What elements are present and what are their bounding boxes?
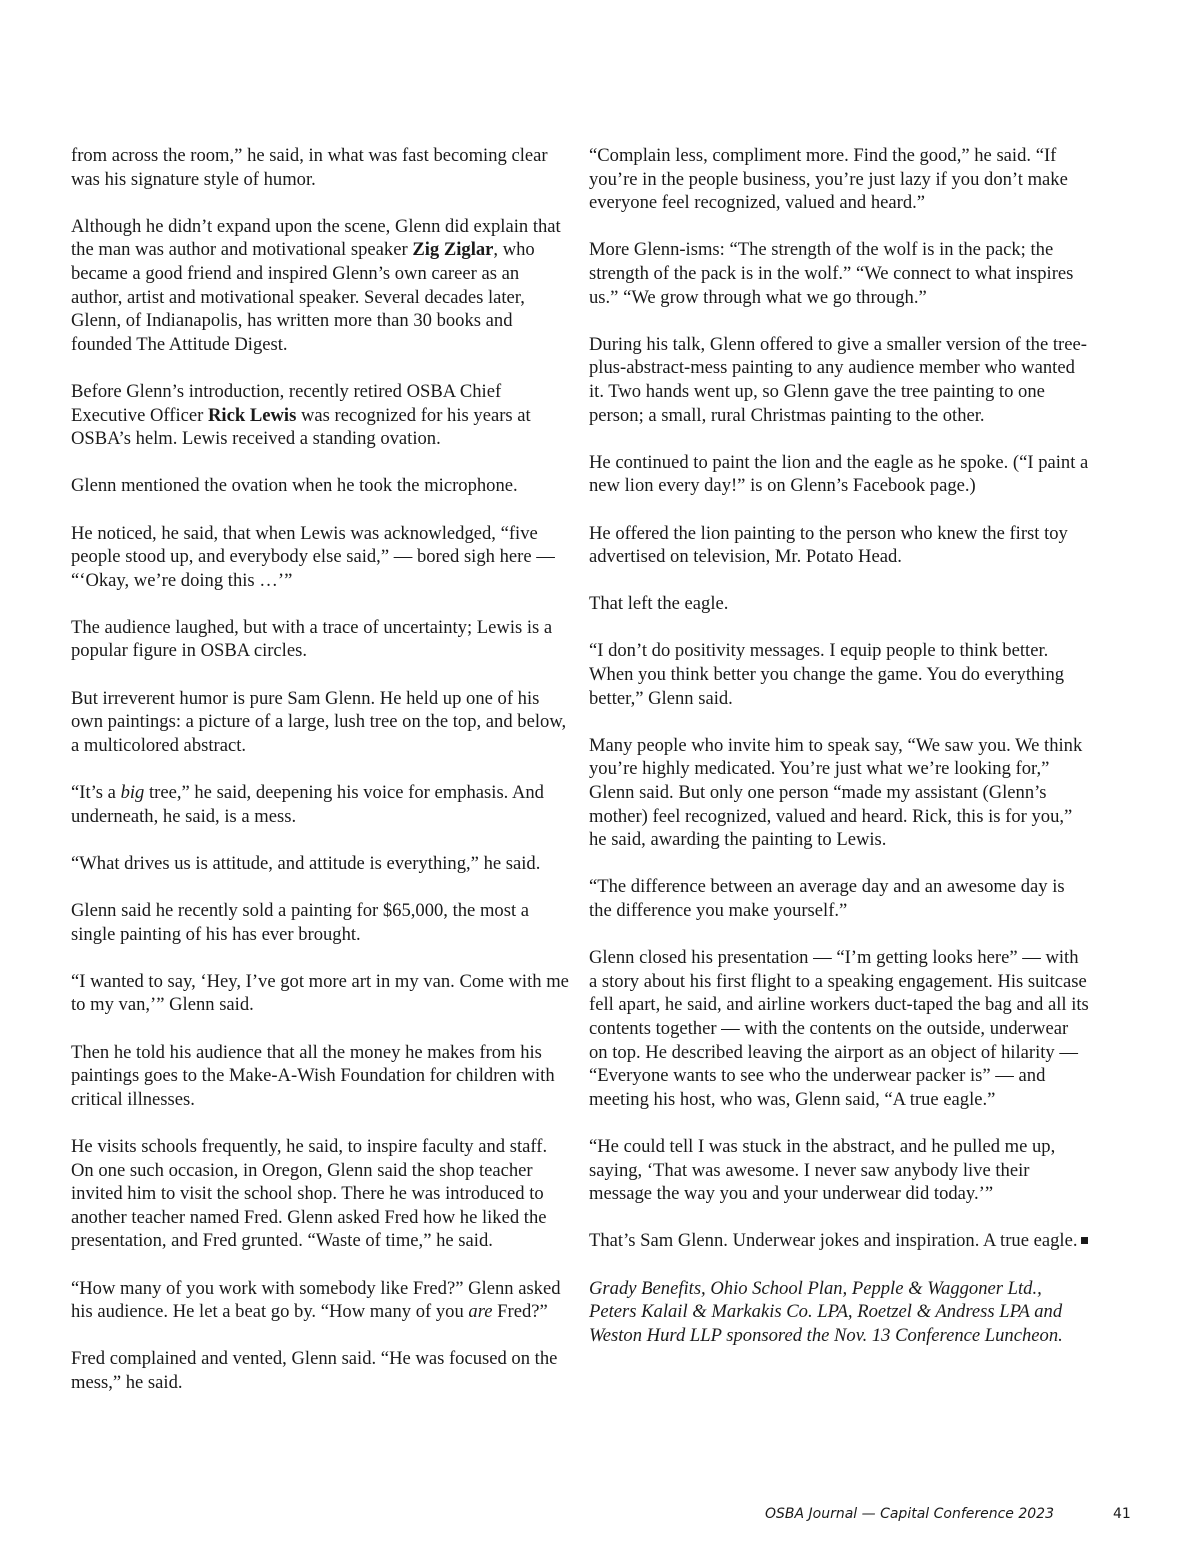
footer-publication-title: OSBA Journal — Capital Conference 2023 [764, 1506, 1054, 1522]
paragraph-text: He noticed, he said, that when Lewis was acknowledged, “five people stood up, and everybody else said,” — bored sigh here — “‘Okay, we’re doing this …’” [71, 522, 555, 591]
paragraph-text: That left the eagle. [589, 593, 729, 615]
article-paragraph [71, 474, 571, 498]
article-column-right [589, 144, 1089, 1371]
paragraph-text: “The difference between an average day and an awesome day is the difference you make yourself.” [589, 876, 1065, 921]
paragraph-text: , who became a good friend and inspired Glenn’s own career as an author, artist and motivational speaker. Several decades later, Glenn, of Indianapolis, has written more than 30 books and founded The Attitude Digest. [71, 239, 535, 355]
paragraph-text: “What drives us is attitude, and attitude is everything,” he said. [71, 852, 541, 874]
italic-emphasis: big [120, 782, 145, 804]
bold-name: Rick Lewis [207, 404, 297, 426]
paragraph-text: “Complain less, compliment more. Find the good,” he said. “If you’re in the people business, you’re just lazy if you don’t make everyone feel recognized, valued and heard.” [589, 145, 1068, 214]
article-paragraph [71, 616, 571, 663]
paragraph-text: But irreverent humor is pure Sam Glenn. He held up one of his own paintings: a picture of a large, lush tree on the top, and below, a multicolored abstract. [71, 687, 567, 756]
article-paragraph [71, 970, 571, 1017]
article-paragraphs-right [589, 144, 1089, 1253]
end-of-article-mark [1081, 1237, 1088, 1244]
article-column-left [71, 144, 571, 1418]
paragraph-text: “It’s a [71, 782, 121, 804]
article-paragraph [71, 144, 571, 191]
paragraph-text: Glenn said he recently sold a painting for $65,000, the most a single painting of his has ever brought. [71, 900, 530, 945]
paragraph-text: Glenn mentioned the ovation when he took the microphone. [71, 475, 518, 497]
paragraph-text: from across the room,” he said, in what was fast becoming clear was his signature style of humor. [71, 145, 548, 190]
paragraph-text: Before Glenn’s introduction, recently retired OSBA Chief Executive Officer [71, 380, 502, 426]
paragraph-text: Fred complained and vented, Glenn said. “He was focused on the mess,” he said. [71, 1348, 558, 1393]
paragraph-text: During his talk, Glenn offered to give a smaller version of the tree-plus-abstract-mess painting to any audience member who wanted it. Two hands went up, so Glenn gave the tree painting to one person; a small, rural Christmas painting to the other. [589, 333, 1087, 426]
bold-name: Zig Ziglar [412, 239, 494, 261]
italic-emphasis: are [468, 1301, 493, 1323]
paragraph-text: tree,” he said, deepening his voice for emphasis. And underneath, he said, is a mess. [71, 782, 544, 827]
paragraph-text: Glenn closed his presentation — “I’m getting looks here” — with a story about his first flight to a speaking engagement. His suitcase fell apart, he said, and airline workers duct-taped the bag and all its contents together — with the contents on the outside, underwear on top. He described leaving the airport as an object of hilarity — “Everyone wants to see who the underwear packer is” — and meeting his host, who was, Glenn said, “A true eagle.” [589, 947, 1089, 1110]
article-paragraph [71, 899, 571, 946]
article-paragraph [589, 875, 1089, 922]
article-paragraph [71, 852, 571, 876]
article-paragraph [589, 333, 1089, 427]
paragraph-text: That’s Sam Glenn. Underwear jokes and inspiration. A true eagle. [589, 1230, 1078, 1252]
paragraph-text: He continued to paint the lion and the eagle as he spoke. (“I paint a new lion every day!” is on Glenn’s Facebook page.) [589, 451, 1089, 497]
paragraph-text: “How many of you work with somebody like Fred?” Glenn asked his audience. He let a beat go by. “How many of you [71, 1277, 561, 1323]
paragraph-text: Although he didn’t expand upon the scene, Glenn did explain that the man was author and motivational speaker [71, 215, 561, 261]
article-paragraph [71, 1135, 571, 1253]
paragraph-text: Then he told his audience that all the money he makes from his paintings goes to the Make-A-Wish Foundation for children with critical illnesses. [71, 1041, 555, 1110]
paragraph-text: “He could tell I was stuck in the abstract, and he pulled me up, saying, ‘That was awesome. I never saw anybody live their message the way you and your underwear did today.’” [589, 1135, 1056, 1205]
paragraph-text: Many people who invite him to speak say, “We saw you. We think you’re highly medicated. You’re just what we’re looking for,” Glenn said. But only one person “made my assistant (Glenn’s mother) feel recognized, valued and heard. Rick, this is for you,” he said, awarding the painting to Lewis. [589, 734, 1083, 851]
article-paragraph [71, 687, 571, 758]
article-paragraph [71, 1277, 571, 1324]
article-paragraph [71, 522, 571, 593]
article-paragraph [71, 380, 571, 451]
article-paragraph [71, 1347, 571, 1394]
paragraph-text: “I don’t do positivity messages. I equip people to think better. When you think better you change the game. You do everything better,” Glenn said. [589, 640, 1065, 709]
article-paragraph [589, 946, 1089, 1111]
article-paragraph [589, 522, 1089, 569]
page-number: 41 [1113, 1506, 1131, 1522]
article-paragraph [589, 734, 1089, 852]
article-paragraph [71, 781, 571, 828]
article-paragraph [71, 215, 571, 357]
article-paragraph [589, 1229, 1089, 1253]
paragraph-text: More Glenn-isms: “The strength of the wolf is in the pack; the strength of the pack is in the wolf.” “We connect to what inspires us.” “We grow through what we go through.” [589, 239, 1074, 308]
paragraph-text: “I wanted to say, ‘Hey, I’ve got more art in my van. Come with me to my van,’” Glenn said. [71, 970, 569, 1016]
article-paragraph [589, 451, 1089, 498]
paragraph-text: Fred?” [492, 1301, 548, 1323]
article-paragraph [589, 592, 1089, 616]
sponsor-note: Grady Benefits, Ohio School Plan, Pepple & Waggoner Ltd., Peters Kalail & Markakis Co. LPA, Roetzel & Andress LPA and Weston Hurd LLP sponsored the Nov. 13 Conference Luncheon. [589, 1277, 1063, 1346]
paragraph-text: He offered the lion painting to the person who knew the first toy advertised on television, Mr. Potato Head. [589, 522, 1068, 568]
paragraph-text: was recognized for his years at OSBA’s helm. Lewis received a standing ovation. [71, 404, 531, 450]
paragraph-text: He visits schools frequently, he said, to inspire faculty and staff. On one such occasion, in Oregon, Glenn said the shop teacher invited him to visit the school shop. There he was introduced to another teacher named Fred. Glenn asked Fred how he liked the presentation, and Fred grunted. “Waste of time,” he said. [71, 1135, 548, 1252]
article-paragraph [589, 639, 1089, 710]
article-paragraph [71, 1041, 571, 1112]
article-paragraph [589, 144, 1089, 215]
article-paragraph [589, 238, 1089, 309]
paragraph-text: The audience laughed, but with a trace of uncertainty; Lewis is a popular figure in OSBA circles. [71, 616, 553, 662]
article-paragraph [589, 1135, 1089, 1206]
